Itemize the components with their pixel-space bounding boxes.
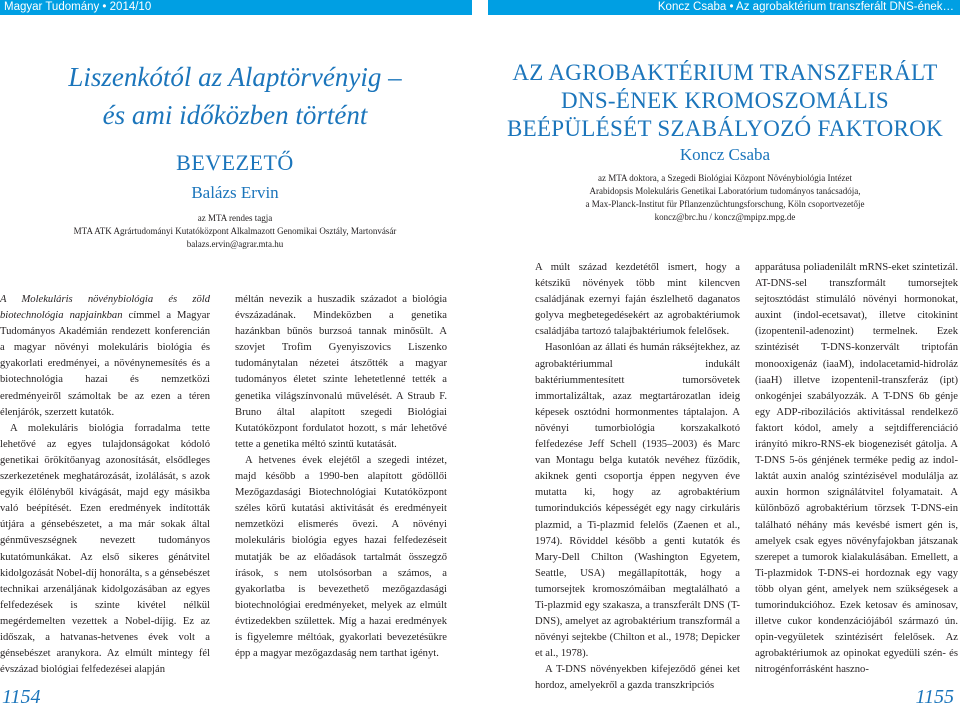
right-col2-paragraph-1: apparátusa poliadenilált mRNS-eket szintetizál. AT-DNS-sel transzformált tumorsejtek sejtosztódást stimuláló növényi hormonokat, auxint (indol-ecetsavat), illetve citokinint (izopentenil-adenozint) termelnek. Ezek szintézisét T-DNS-konzervált triptofán monooxigenáz (iaaM), indolacetamid-hidroláz (iaaH) illetve izopentenil-transzferáz (ipt) onkogénjei szabályozzák. A T-DNS 6b génje egy ADP-ribozilációs aktivitással rendelkező faktort kódol, amely a sejtdifferenciáció irányító mikro-RNS-ek biogenezisét gátolja. A T-DNS 5-ös génjének terméke pedig az indol-laktát auxin analóg szintézisével modulálja az auxin hormon szignálátvitel folyamatait. A különböző agrobaktérium törzsek T-DNS-ein található néhány más kevésbé ismert gén is, amelyek csak egyes növényfajokban játszanak szerepet a tumorok kialakulásában. Emellett, a Ti-plazmidok T-DNS-ei hordoznak egy vagy több olyan gént, amelyek nem szükségesek a tumorindukcióhoz. Ezek ketosav és aminosav, illetve cukor kondenzációjából származó ún. opin-vegyületek szintézisért felelősek. Az agrobaktériumok az opinokat egyedüli szén- és nitrogénforrásként haszno- bbox=[755, 262, 958, 676]
right-author-name: Koncz Csaba bbox=[679, 145, 771, 164]
left-article-title-line1: Liszenkótól az Alaptörvényig – bbox=[68, 62, 402, 92]
right-title-line1: AZ AGROBAKTÉRIUM TRANSZFERÁLT bbox=[512, 60, 938, 85]
left-page-column-2 bbox=[235, 292, 447, 662]
right-col1-paragraph-2: Hasonlóan az állati és humán rákséjtekhez, az agrobaktériummal indukált baktériummentesített tumorsövetek immortalizáltak, azaz megtartározatlan ideig képesek osztódni hormonmentes táptalajon. A növényi tumorbiológia korszakalkotó felfedezése Jeff Schell (1935–2003) és Marc van Montagu belga kutatók nevéhez fűződik, akiknek genti csoportja éppen negyven éve mutatta ki, hogy az agrobaktérium tumorindukciós képességét egy nagy cirkuláris plazmid, a Ti-plazmid felelős (Zaenen et al., 1974). Röviddel később a genti kutatók és Mary-Dell Chilton (Washington Egyetem, Seattle, USA) megállapították, hogy a tumorsejtek kromoszómáiban megtalálható a Ti-plazmid egy szakasza, a transzferált DNS (T-DNS), amelyet az agrobaktérium transzformál a növényi sejtekbe (Chilton et al., 1978; Depicker et al., 1978). bbox=[535, 342, 740, 660]
right-running-header: Koncz Csaba • Az agrobaktérium transzferált DNS-ének… bbox=[657, 1, 954, 13]
left-affiliation-1: az MTA rendes tagja bbox=[197, 213, 273, 223]
left-col2-paragraph-1: méltán nevezik a huszadik századot a biológia évszázadának. Mindeközben a genetika hazánkban bűnös burzsoá tannak minősült. A szovjet Trofim Gyenyiszovics Liszenko tudománytalan nézetei átszőtték a magyar tudományos életet szinte lehetetlenné tették a genetika világszínvonalú művelését. A Straub F. Bruno által alapított szegedi Biológiai Kutatóközpont fordulatot hozott, s már lehetővé tette a genetika méltó szintű kutatását. bbox=[235, 294, 447, 450]
intro-paragraph: címmel a Magyar Tudományos Akadémián rendezett konferencián a magyar növényi molekuláris biológia és gyakorlati eredményei, a növénynemesítés és a biotechnológia hazai és nemzetközi eredményeiről számoltak be az ezen a téren élenjárók, szerzett kutatók. bbox=[0, 310, 210, 418]
left-col2-paragraph-2: A hetvenes évek elejétől a szegedi intézet, majd később a 1990-ben alapított gödöllői Mezőgazdasági Biotechnológiai Kutatóközpont széles körű kutatási aktivitását és eredményeit nemzetközi elismerés övezi. A növényi molekuláris biológia egyes hazai felfedezéseit mutatják be az előadások tartalmát összegző írások, s nem utolsósorban a számos, a gyakorlatba is bevezethető mezőgazdasági biotechnológiai eredményeket, melyek az elmúlt évtizedekben születtek. Míg a hazai eredmények is figyelemre méltóak, gyakorlati bevezetésükre épp a magyar mezőgazdaság nem tarthat igényt. bbox=[235, 454, 447, 660]
right-header-bar bbox=[488, 0, 960, 15]
right-affiliation-1: az MTA doktora, a Szegedi Biológiai Központ Növénybiológia Intézet bbox=[598, 173, 852, 183]
left-header-bar bbox=[0, 0, 472, 15]
right-page-column-1 bbox=[535, 260, 740, 695]
intro-italic-title: A Molekuláris növénybiológia és zöld biotechnológia napjainkban bbox=[0, 294, 210, 322]
left-page-number: 1154 bbox=[2, 686, 41, 708]
right-affiliation-3: a Max-Planck-Institut für Pflanzenzüchtungsforschung, Köln csoportvezetője bbox=[585, 199, 865, 209]
left-article-title-line2: és ami időközben történt bbox=[102, 100, 368, 130]
left-author-email: balazs.ervin@agrar.mta.hu bbox=[186, 239, 284, 249]
right-author-email: koncz@brc.hu / koncz@mpipz.mpg.de bbox=[654, 212, 796, 222]
left-col1-paragraph-2: A molekuláris biológia forradalma tette lehetővé az egyes tulajdonságokat kódoló genetikai örökítőanyag azonosítását, elsődleges szerkezetének meghatározását, izolálását, s azok egyik élőlényből kivágását, majd egy másikba való beépítését. Ezen eredmények indították útjára a génsebészetet, a ma már sokak által génműveszségnek nevezett tudományos kutatómunkákat. Az első sikeres génátvitel kidolgozását Nobel-díj honorálta, s a génsebészet technikai arzenáljának kidolgozásában az egyes felfedezések is szinte kivétel nélkül megérdemelten vezettek a Nobel-díjig. Ez az időszak, a hatvanas-hetvenes évek volt a génsebészet aranykora. Az elmúlt mintegy fél évszázad biológiai felfedezései alapján bbox=[0, 422, 210, 676]
right-affiliation-2: Arabidopsis Molekuláris Genetikai Laboratórium tudományos tanácsadója, bbox=[589, 186, 861, 196]
left-page-column-1 bbox=[0, 292, 210, 678]
left-affiliation-2: MTA ATK Agrártudományi Kutatóközpont Alkalmazott Genomikai Osztály, Martonvásár bbox=[73, 226, 397, 236]
right-page-number: 1155 bbox=[915, 686, 954, 708]
right-col1-paragraph-1: A múlt század kezdetétől ismert, hogy a kétszikű növények több mint kilencven családjának ezernyi faján észlelhető daganatos golyva megbetegedésekért az agrobaktériumok családjába tartozó talajbaktériumok felelősek. bbox=[535, 262, 740, 338]
left-author-name: Balázs Ervin bbox=[191, 183, 279, 202]
right-article-title bbox=[490, 59, 960, 143]
right-page-column-2 bbox=[755, 260, 958, 678]
right-title-line3: BEÉPÜLÉSÉT SZABÁLYOZÓ FAKTOROK bbox=[506, 116, 944, 141]
right-col1-paragraph-3: A T-DNS növényekben kifejeződő génei ket hordoz, amelyekről a gazda transzkripciós bbox=[535, 664, 740, 692]
right-title-line2: DNS-ÉNEK KROMOSZOMÁLIS bbox=[561, 88, 889, 113]
section-heading: BEVEZETŐ bbox=[176, 150, 294, 175]
left-running-header: Magyar Tudomány • 2014/10 bbox=[4, 1, 152, 13]
